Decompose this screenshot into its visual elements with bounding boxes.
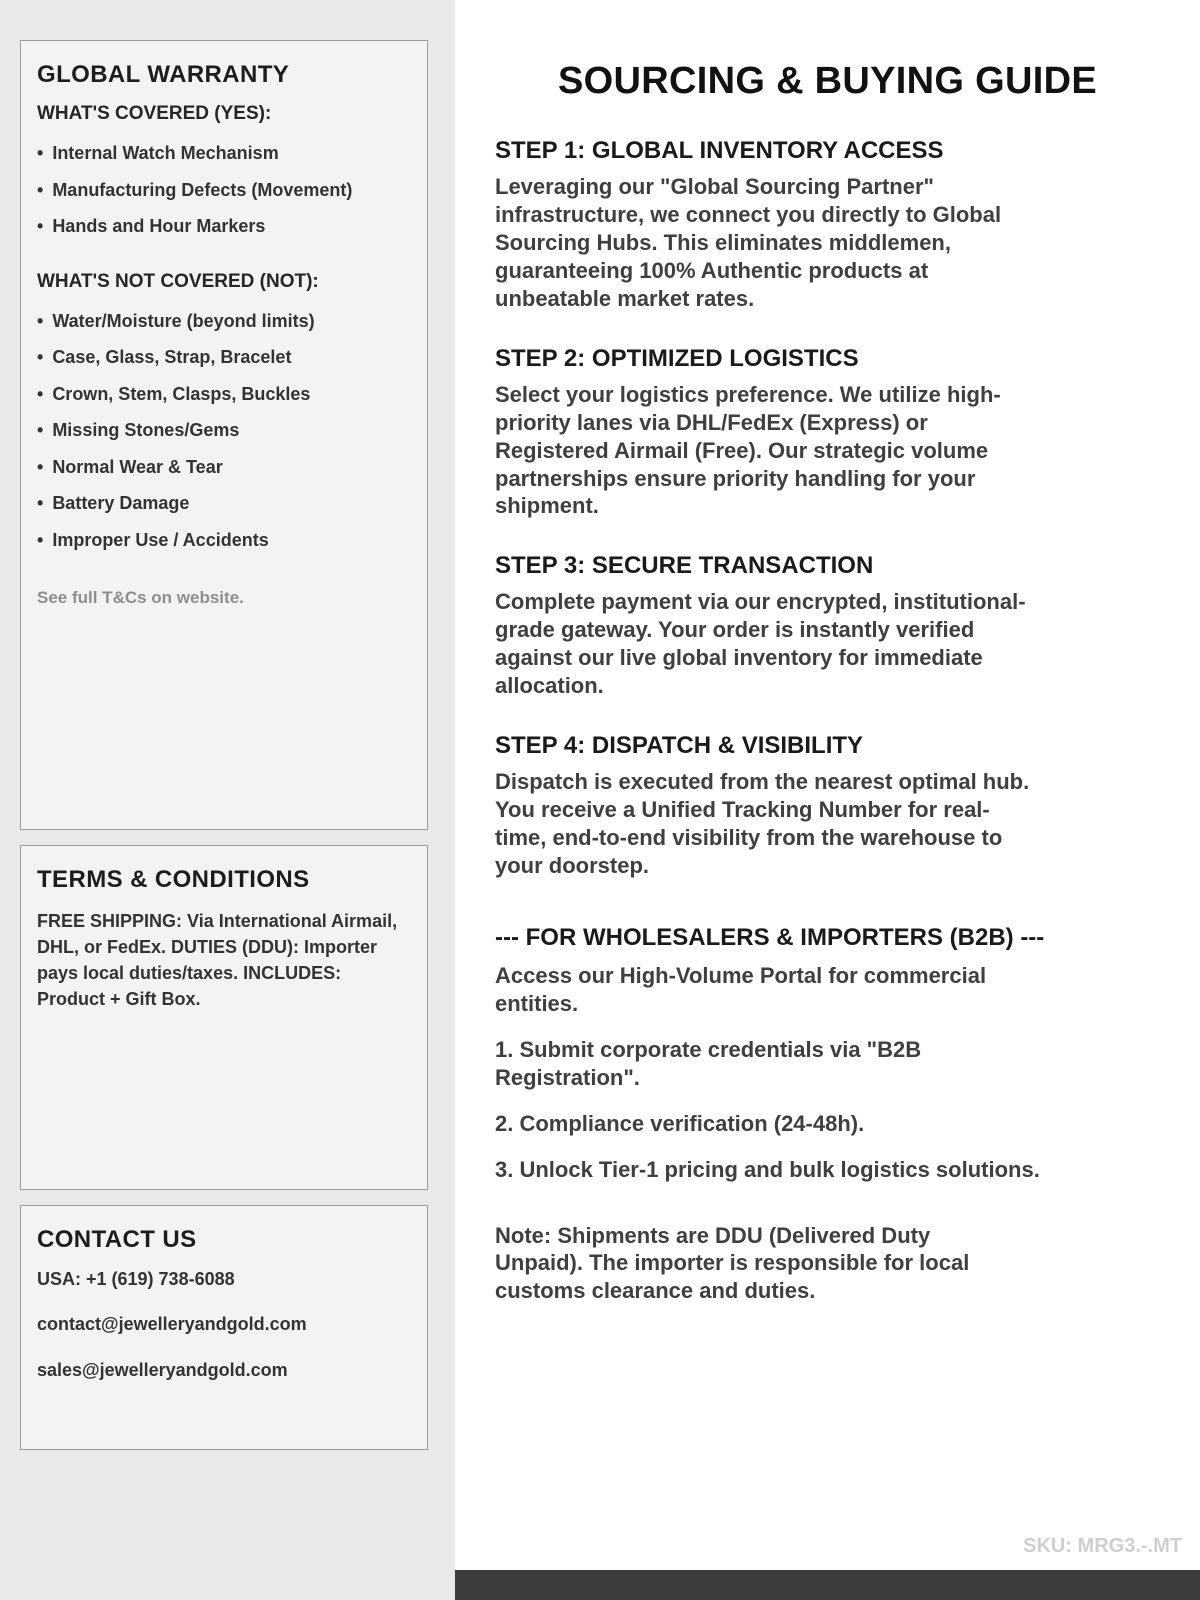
contact-panel — [20, 1205, 428, 1450]
warranty-title: GLOBAL WARRANTY — [37, 61, 290, 88]
step-3-heading: STEP 3: SECURE TRANSACTION — [495, 552, 874, 580]
covered-item: • Internal Watch Mechanism — [37, 135, 410, 172]
step-2-body: Select your logistics preference. We utilize high-priority lanes via DHL/FedEx (Express) or Registered Airmail (Free). Our strategic volume partnerships ensure priority handling for your shipment. — [495, 381, 1001, 519]
covered-item: • Hands and Hour Markers — [37, 208, 410, 245]
not-covered-item: • Battery Damage — [37, 485, 410, 522]
not-covered-item: • Missing Stones/Gems — [37, 412, 410, 449]
step-4-heading: STEP 4: DISPATCH & VISIBILITY — [495, 732, 864, 760]
warranty-footnote: See full T&Cs on website. — [37, 588, 244, 607]
contact-email-primary: contact@jewelleryandgold.com — [37, 1314, 307, 1335]
terms-body: FREE SHIPPING: Via International Airmail, DHL, or FedEx. DUTIES (DDU): Importer pays local duties/taxes. INCLUDES: Product + Gift Box. — [37, 911, 398, 1010]
info-sidebar — [0, 0, 455, 1600]
covered-item: • Manufacturing Defects (Movement) — [37, 172, 410, 209]
not-covered-item: • Crown, Stem, Clasps, Buckles — [37, 376, 410, 413]
sourcing-guide-main — [455, 0, 1200, 1600]
contact-phone: USA: +1 (619) 738-6088 — [37, 1269, 235, 1289]
b2b-note: Note: Shipments are DDU (Delivered Duty Unpaid). The importer is responsible for local customs clearance and duties. — [495, 1222, 970, 1304]
not-covered-item: • Normal Wear & Tear — [37, 449, 410, 486]
b2b-heading: --- FOR WHOLESALERS & IMPORTERS (B2B) --- — [495, 923, 1045, 951]
page-title: SOURCING & BUYING GUIDE — [558, 60, 1097, 102]
not-covered-item: • Improper Use / Accidents — [37, 522, 410, 559]
b2b-step: 1. Submit corporate credentials via "B2B Registration". — [495, 1036, 922, 1090]
b2b-step: 2. Compliance verification (24-48h). — [495, 1110, 865, 1136]
global-warranty-panel — [20, 40, 428, 830]
contact-email-sales: sales@jewelleryandgold.com — [37, 1359, 288, 1380]
bottom-bar — [455, 1570, 1200, 1600]
b2b-intro: Access our High-Volume Portal for commercial entities. — [495, 962, 987, 1016]
step-4-body: Dispatch is executed from the nearest optimal hub. You receive a Unified Tracking Number for real-time, end-to-end visibility from the warehouse to your doorstep. — [495, 769, 1030, 878]
step-1-heading: STEP 1: GLOBAL INVENTORY ACCESS — [495, 137, 944, 164]
covered-list — [37, 135, 410, 245]
step-3-body: Complete payment via our encrypted, institutional-grade gateway. Your order is instantly verified against our live global inventory for immediate allocation. — [495, 589, 1026, 699]
step-1-body: Leveraging our "Global Sourcing Partner" infrastructure, we connect you directly to Global Sourcing Hubs. This eliminates middlemen, guaranteeing 100% Authentic products at unbeatable market rates. — [495, 174, 1002, 311]
not-covered-item: • Case, Glass, Strap, Bracelet — [37, 339, 410, 376]
terms-panel — [20, 845, 428, 1190]
contact-title: CONTACT US — [37, 1226, 197, 1253]
not-covered-heading: WHAT'S NOT COVERED (NOT): — [37, 270, 319, 292]
sku-label: SKU: MRG3.-.MT — [1023, 1535, 1182, 1557]
step-2-heading: STEP 2: OPTIMIZED LOGISTICS — [495, 344, 859, 372]
terms-title: TERMS & CONDITIONS — [37, 866, 310, 893]
not-covered-item: • Water/Moisture (beyond limits) — [37, 303, 410, 340]
covered-heading: WHAT'S COVERED (YES): — [37, 103, 272, 124]
not-covered-list — [37, 303, 410, 559]
b2b-step: 3. Unlock Tier-1 pricing and bulk logistics solutions. — [495, 1156, 1040, 1182]
